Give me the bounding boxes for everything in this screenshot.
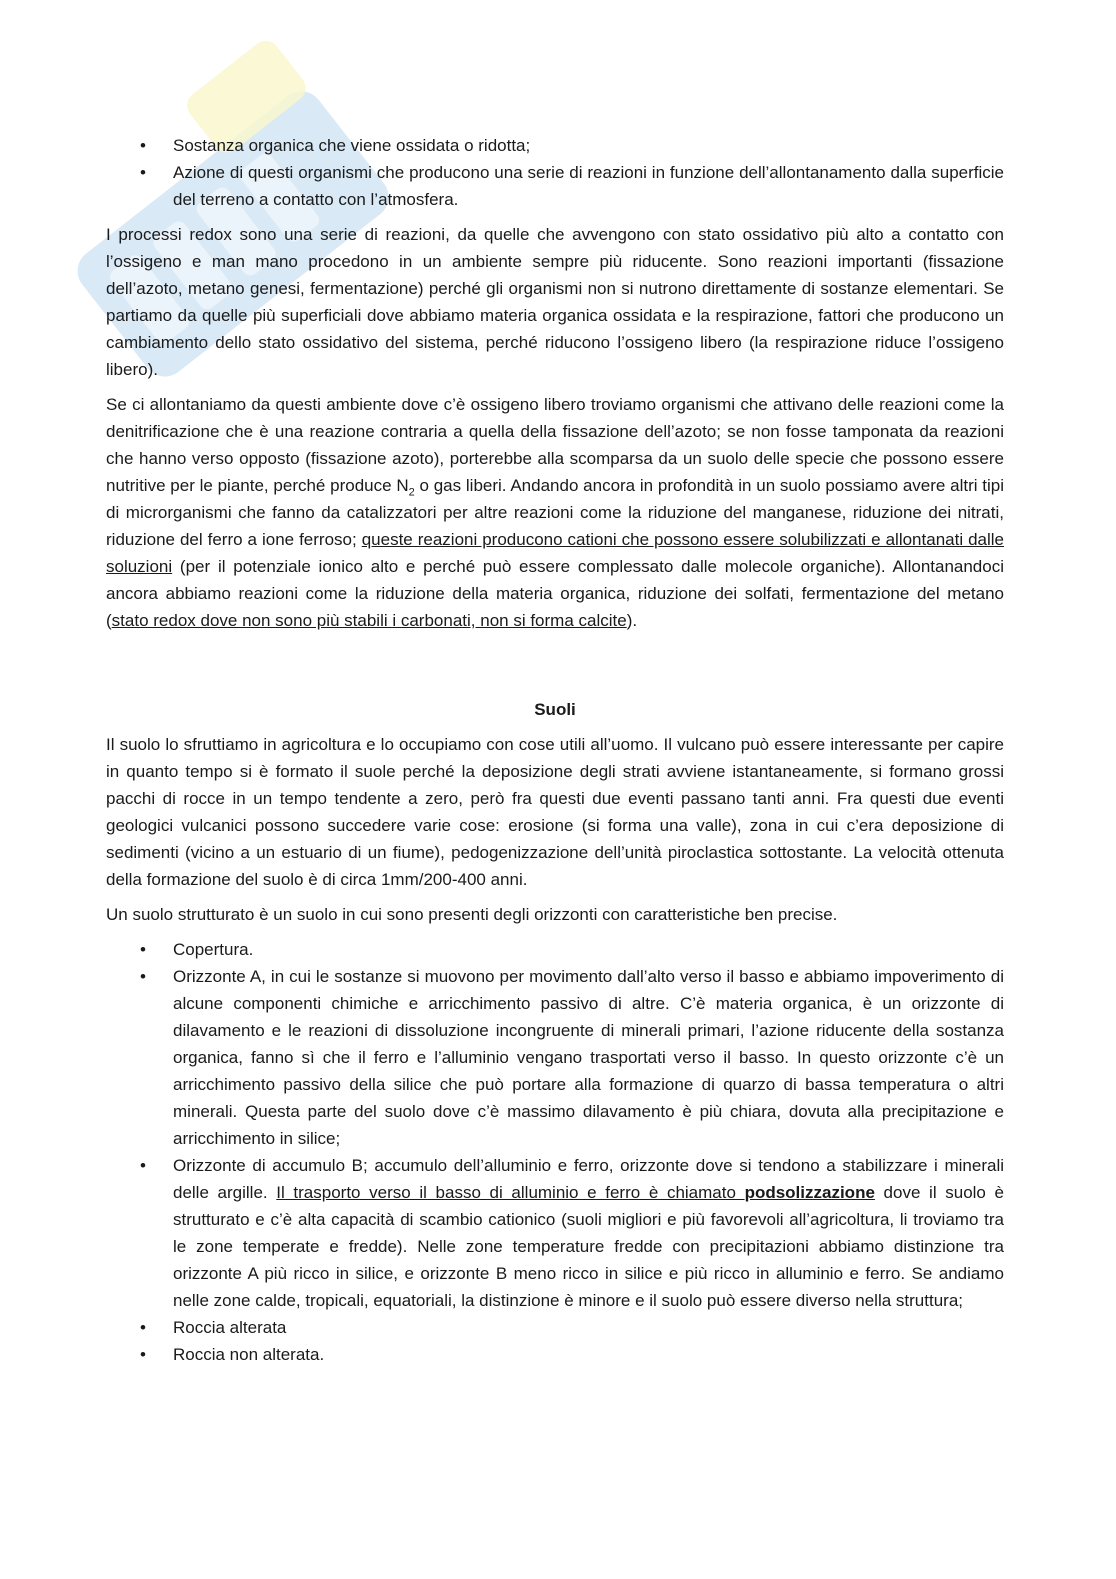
list-item: • Roccia non alterata. [106, 1341, 1004, 1368]
bold-term: podsolizzazione [744, 1183, 875, 1202]
text-run: (per il potenziale ionico alto e perché può essere complessato dalle molecole organiche). Allontanandoci ancora abbiamo reazioni come la riduzione della materia organica, riduzione dei solfati, fermentazione del metano ( [106, 557, 1004, 630]
soil-horizons-list [106, 936, 1004, 1368]
document-body [106, 132, 1004, 1368]
list-item: • Azione di questi organismi che producono una serie di reazioni in funzione dell’allontanamento dalla superficie del terreno a contatto con l’atmosfera. [106, 159, 1004, 213]
paragraph-denitrification [106, 391, 1004, 634]
paragraph-structured-soil: Un suolo strutturato è un suolo in cui sono presenti degli orizzonti con caratteristiche ben precise. [106, 905, 838, 924]
list-item: • Roccia alterata [106, 1314, 1004, 1341]
paragraph-soil-intro: Il suolo lo sfruttiamo in agricoltura e lo occupiamo con cose utili all’uomo. Il vulcano può essere interessante per capire in quanto tempo si è formato il suole perché la deposizione degli strati avviene istantaneamente, si formano grossi pacchi di rocce in un tempo tendente a zero, però fra questi due eventi passano tanti anni. Fra questi due eventi geologici vulcanici possono succedere varie cose: erosione (si forma una valle), zona in cui c’era deposizione di sedimenti (vicino a un estuario di un fiume), pedogenizzazione dell’unità piroclastica sottostante. La velocità ottenuta della formazione del suolo è di circa 1mm/200-400 anni. [106, 735, 1004, 889]
text-run: ). [626, 611, 638, 630]
list-item: • Sostanza organica che viene ossidata o ridotta; [106, 132, 1004, 159]
subscript-2: 2 [408, 486, 415, 499]
intro-bullet-list [106, 132, 1004, 213]
section-title: Suoli [534, 700, 576, 719]
underlined-text: queste reazioni producono cationi che possono essere solubilizzati e allontanati dalle soluzioni [106, 530, 1004, 576]
underlined-text: stato redox dove non sono più stabili i carbonati, non si forma calcite [111, 611, 627, 630]
list-item: • Orizzonte A, in cui le sostanze si muovono per movimento dall’alto verso il basso e abbiamo impoverimento di alcune componenti chimiche e arricchimento passivo di altre. C’è materia organica, è un orizzonte di dilavamento e le reazioni di dissoluzione incongruente di minerali primari, l’azione riducente della sostanza organica, fanno sì che il ferro e l’alluminio vengano trasportati verso il basso. In questo orizzonte c’è un arricchimento passivo della silice che può portare alla formazione di quarzo di bassa temperatura o altri minerali. Questa parte del suolo dove c’è massimo dilavamento è più chiara, dovuta alla precipitazione e arricchimento in silice; [106, 963, 1004, 1152]
text-run: Orizzonte di accumulo B; accumulo dell’alluminio e ferro, orizzonte dove si tendono a stabilizzare i minerali delle argille. [173, 1156, 1004, 1202]
text-run: Se ci allontaniamo da questi ambiente dove c’è ossigeno libero troviamo organismi che attivano delle reazioni come la denitrificazione che è una reazione contraria a quella della fissazione dell’azoto; se non fosse tamponata da reazioni che hanno verso opposto (fissazione azoto), porterebbe alla scomparsa da un suolo delle specie che possono essere nutritive per le piante, perché produce N [106, 395, 1004, 495]
paragraph-redox-processes: I processi redox sono una serie di reazioni, da quelle che avvengono con stato ossidativo più alto a contatto con l’ossigeno e man mano procedono in un ambiente sempre più riducente. Sono reazioni importanti (fissazione dell’azoto, metano genesi, fermentazione) perché gli organismi non si nutrono direttamente di sostanze elementari. Se partiamo da quelle più superficiali dove abbiamo materia organica ossidata e la respirazione, fattori che producono un cambiamento dello stato ossidativo del sistema, perché riducono l’ossigeno libero (la respirazione riduce l’ossigeno libero). [106, 225, 1004, 379]
text-run: dove il suolo è strutturato e c’è alta capacità di scambio cationico (suoli migliori e più favorevoli all’agricoltura, li troviamo tra le zone temperate e fredde). Nelle zone temperature fredde con precipitazioni abbiamo distinzione tra orizzonte A più ricco in silice, e orizzonte B meno ricco in silice e più ricco in alluminio e ferro. Se andiamo nelle zone calde, tropicali, equatoriali, la distinzione è minore e il suolo può essere diverso nella struttura; [173, 1183, 1004, 1310]
text-run: o gas liberi. Andando ancora in profondità in un suolo possiamo avere altri tipi di microrganismi che fanno da catalizzatori per altre reazioni come la riduzione del manganese, riduzione dei nitrati, riduzione del ferro a ione ferroso; [106, 476, 1005, 549]
underlined-text [276, 1183, 875, 1202]
list-item: • Copertura. [106, 936, 1004, 963]
list-item [106, 1152, 1004, 1314]
text-run: Il trasporto verso il basso di alluminio e ferro è chiamato [276, 1183, 745, 1202]
